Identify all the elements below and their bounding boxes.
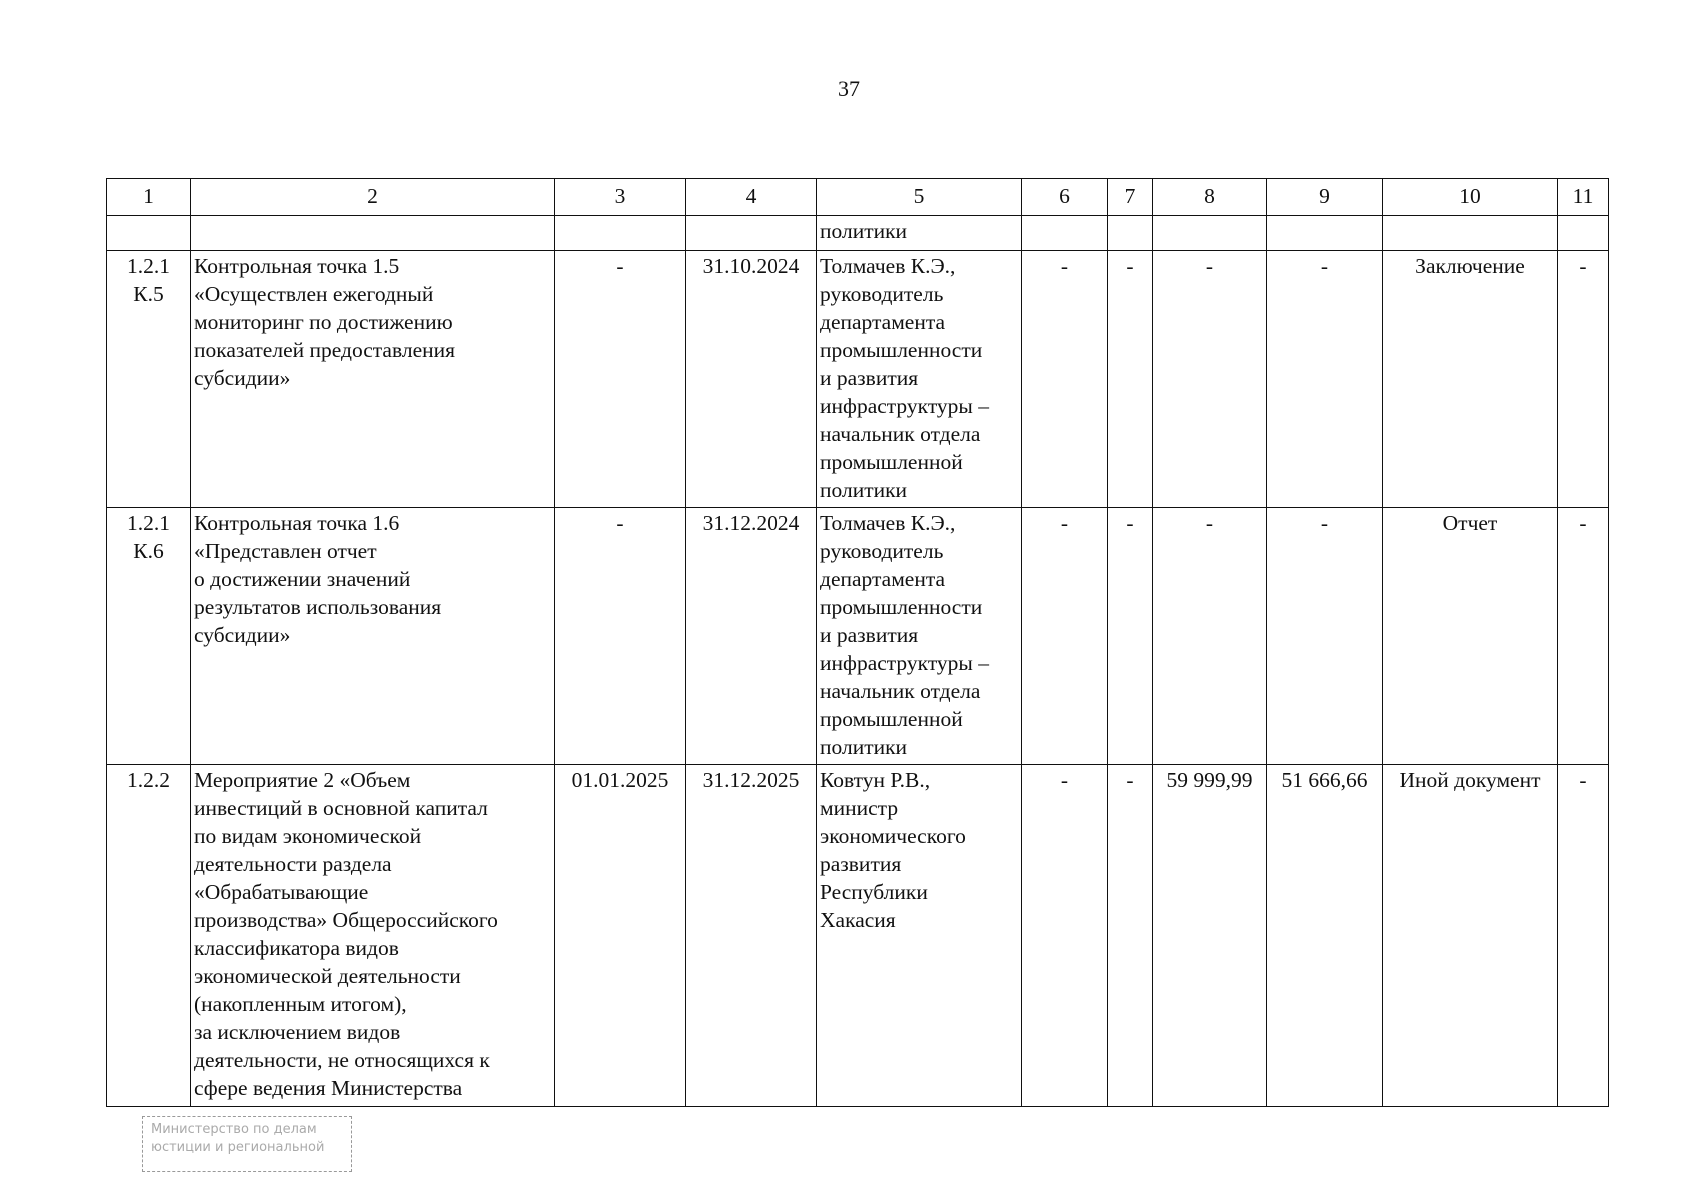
faded-stamp: Министерство по делам юстиции и региональной — [142, 1116, 352, 1172]
table-cell: - — [1022, 765, 1108, 1107]
table-cell-number: 1.2.2 — [107, 765, 191, 1107]
column-header: 3 — [555, 179, 686, 216]
column-number-row — [107, 179, 1609, 216]
table-cell: - — [1022, 251, 1108, 508]
table-cell: - — [1108, 508, 1153, 765]
table-cell-amount: 59 999,99 — [1153, 765, 1267, 1107]
table-cell — [1153, 216, 1267, 251]
column-header: 4 — [686, 179, 817, 216]
table-row — [107, 508, 1609, 765]
table-cell-amount: - — [1267, 251, 1383, 508]
table-cell-responsible: Толмачев К.Э., руководитель департамента промышленности и развития инфраструктуры – начальник отдела промышленной политики — [817, 508, 1022, 765]
column-header: 9 — [1267, 179, 1383, 216]
continuation-row — [107, 216, 1609, 251]
table-cell — [1267, 216, 1383, 251]
table-cell-end-date: 31.12.2025 — [686, 765, 817, 1107]
column-header: 6 — [1022, 179, 1108, 216]
table-cell — [107, 216, 191, 251]
table-cell-responsible: Ковтун Р.В., министр экономического развития Республики Хакасия — [817, 765, 1022, 1107]
table-cell: - — [1108, 251, 1153, 508]
table-cell-name: Контрольная точка 1.5 «Осуществлен ежегодный мониторинг по достижению показателей предоставления субсидии» — [191, 251, 555, 508]
table-cell-document: Заключение — [1383, 251, 1558, 508]
table-cell: - — [1108, 765, 1153, 1107]
table-cell: - — [1558, 765, 1609, 1107]
table-cell — [1022, 216, 1108, 251]
table-cell-amount: 51 666,66 — [1267, 765, 1383, 1107]
table-cell-start-date: - — [555, 251, 686, 508]
table-cell-amount: - — [1153, 508, 1267, 765]
table-cell-document: Отчет — [1383, 508, 1558, 765]
table-cell: - — [1558, 251, 1609, 508]
table-cell: - — [1022, 508, 1108, 765]
table-cell-start-date: 01.01.2025 — [555, 765, 686, 1107]
table-cell — [1383, 216, 1558, 251]
table-cell-end-date: 31.10.2024 — [686, 251, 817, 508]
column-header: 1 — [107, 179, 191, 216]
table-cell-document: Иной документ — [1383, 765, 1558, 1107]
column-header: 5 — [817, 179, 1022, 216]
table-cell-end-date: 31.12.2024 — [686, 508, 817, 765]
table-cell-responsible: политики — [817, 216, 1022, 251]
table-cell-name: Мероприятие 2 «Объем инвестиций в основной капитал по видам экономической деятельности раздела «Обрабатывающие производства» Общероссийского классификатора видов экономической деятельности (накопленным итогом), за исключением видов деятельности, не относящихся к сфере ведения Министерства — [191, 765, 555, 1107]
table-cell — [1558, 216, 1609, 251]
table-cell-amount: - — [1153, 251, 1267, 508]
table-cell-start-date: - — [555, 508, 686, 765]
column-header: 8 — [1153, 179, 1267, 216]
column-header: 2 — [191, 179, 555, 216]
column-header: 11 — [1558, 179, 1609, 216]
table-cell — [686, 216, 817, 251]
table-cell-amount: - — [1267, 508, 1383, 765]
column-header: 10 — [1383, 179, 1558, 216]
page-number: 37 — [838, 76, 860, 101]
table-cell — [191, 216, 555, 251]
column-header: 7 — [1108, 179, 1153, 216]
table-row — [107, 251, 1609, 508]
plan-table — [106, 178, 1609, 1107]
table-cell-responsible: Толмачев К.Э., руководитель департамента промышленности и развития инфраструктуры – начальник отдела промышленной политики — [817, 251, 1022, 508]
table-cell-number: 1.2.1 К.5 — [107, 251, 191, 508]
table-cell — [555, 216, 686, 251]
table-row — [107, 765, 1609, 1107]
table-cell-number: 1.2.1 К.6 — [107, 508, 191, 765]
table-cell — [1108, 216, 1153, 251]
table-cell-name: Контрольная точка 1.6 «Представлен отчет о достижении значений результатов использования субсидии» — [191, 508, 555, 765]
table-cell: - — [1558, 508, 1609, 765]
